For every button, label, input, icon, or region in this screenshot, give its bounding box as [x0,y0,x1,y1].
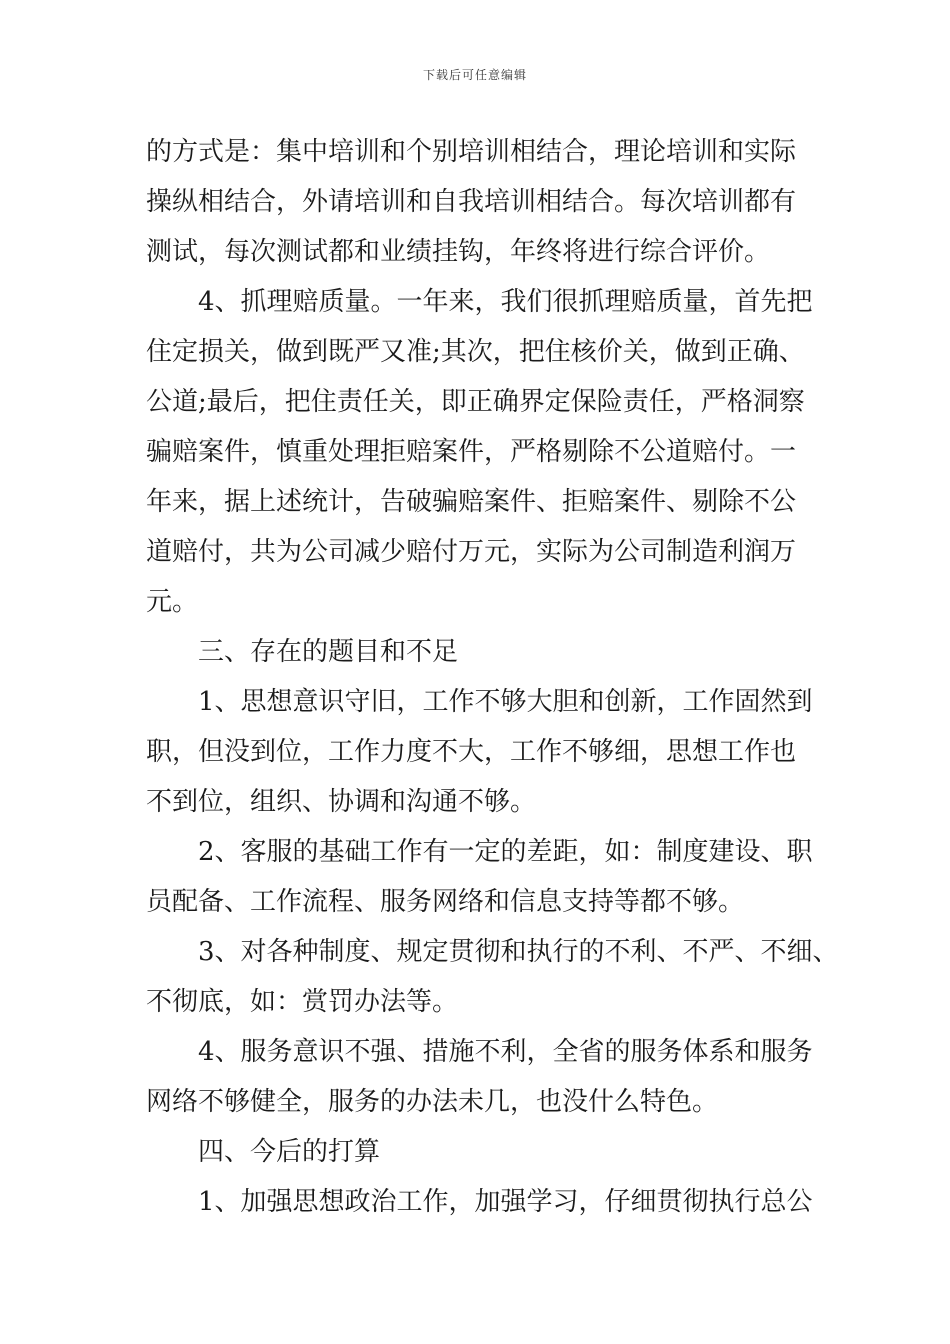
page-header: 下载后可任意编辑 [422,68,527,82]
text-line: 测试，每次测试都和业绩挂钩，年终将进行综合评价。 [146,237,771,267]
text-line: 住定损关，做到既严又准;其次，把住核价关，做到正确、 [146,337,805,367]
section-heading: 三、存在的题目和不足 [198,637,459,667]
document-body [146,127,839,1227]
text-line: 1、思想意识守旧，工作不够大胆和创新，工作固然到 [198,687,813,717]
text-line: 2、客服的基础工作有一定的差距，如：制度建设、职 [198,837,813,867]
text-line: 操纵相结合，外请培训和自我培训相结合。每次培训都有 [146,187,797,217]
text-line: 3、对各种制度、规定贯彻和执行的不利、不严、不细、 [198,937,839,967]
text-line: 骗赔案件，慎重处理拒赔案件，严格剔除不公道赔付。一 [146,437,797,467]
text-line: 的方式是：集中培训和个别培训相结合，理论培训和实际 [146,137,797,167]
section-heading: 四、今后的打算 [198,1137,381,1167]
text-line: 1、加强思想政治工作，加强学习，仔细贯彻执行总公 [198,1187,813,1217]
text-line: 不到位，组织、协调和沟通不够。 [146,787,537,817]
text-line: 员配备、工作流程、服务网络和信息支持等都不够。 [146,887,745,917]
text-line: 4、服务意识不强、措施不利，全省的服务体系和服务 [198,1037,813,1067]
text-line: 元。 [146,587,199,617]
text-line: 4、抓理赔质量。一年来，我们很抓理赔质量，首先把 [198,287,813,317]
text-line: 年来，据上述统计，告破骗赔案件、拒赔案件、剔除不公 [146,487,797,517]
text-line: 网络不够健全，服务的办法未几，也没什么特色。 [146,1087,719,1117]
text-line: 职，但没到位，工作力度不大，工作不够细，思想工作也 [146,737,797,767]
text-line: 道赔付，共为公司减少赔付万元，实际为公司制造利润万 [146,537,797,567]
text-line: 公道;最后，把住责任关，即正确界定保险责任，严格洞察 [146,387,805,417]
text-line: 不彻底，如：赏罚办法等。 [146,987,459,1017]
